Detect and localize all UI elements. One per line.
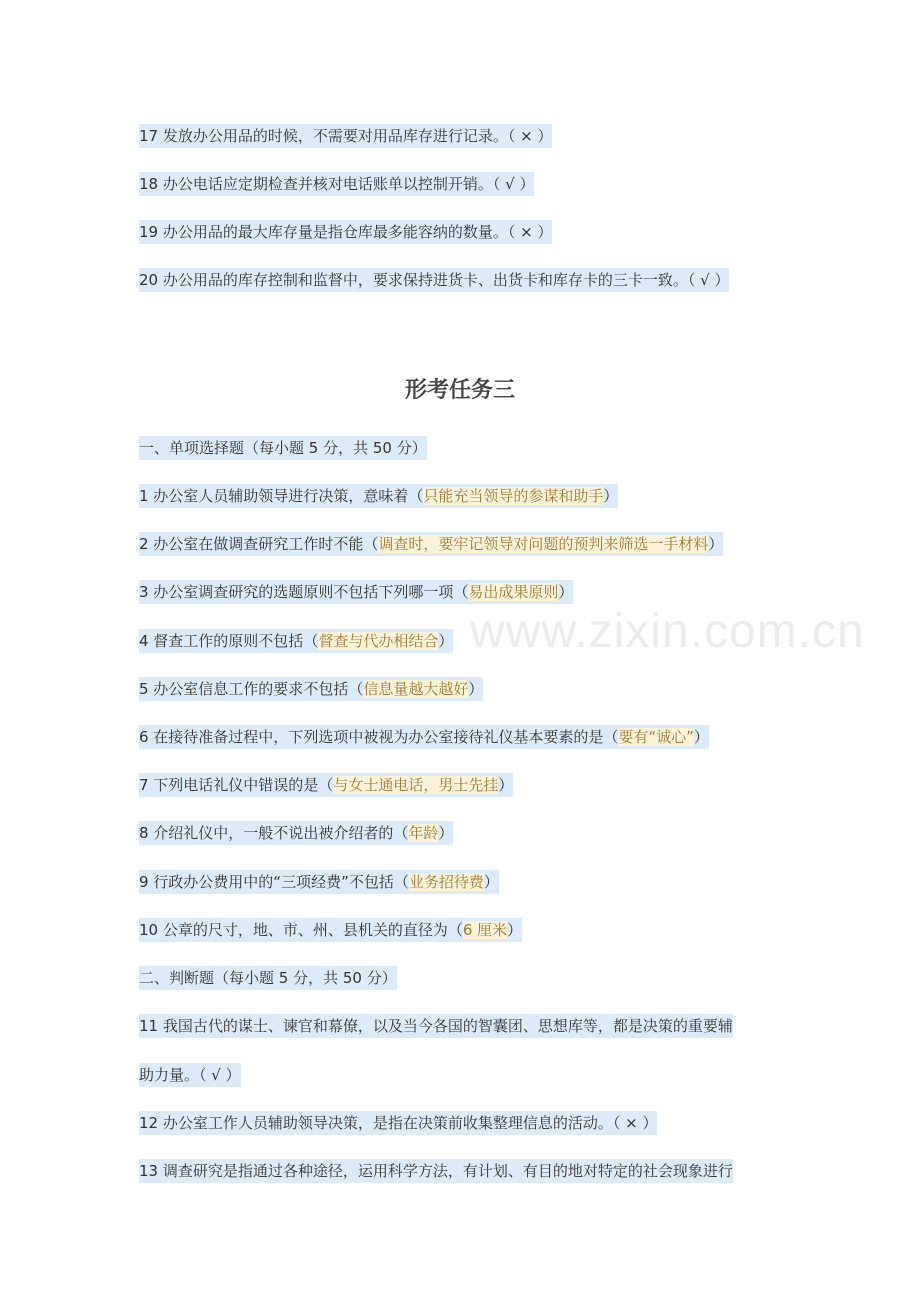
judgment-item-12: 12 办公室工作人员辅助领导决策，是指在决策前收集整理信息的活动。（ × ） — [139, 1111, 657, 1135]
watermark: www.zixin.com.cn — [470, 605, 865, 658]
question-text: 10 公章的尺寸，地、市、州、县机关的直径为（ — [139, 921, 463, 939]
question-text: 8 介绍礼仪中，一般不说出被介绍者的（ — [139, 824, 409, 842]
answer-text: 业务招待费 — [408, 873, 484, 891]
question-item-10 — [139, 918, 522, 942]
question-item-2 — [139, 532, 723, 556]
question-end: ） — [558, 583, 574, 601]
judgment-item-17: 17 发放办公用品的时候，不需要对用品库存进行记录。（ × ） — [139, 124, 552, 148]
answer-text: 信息量越大越好 — [363, 680, 469, 698]
answer-text: 督查与代办相结合 — [318, 632, 439, 650]
question-item-7 — [139, 773, 513, 797]
judgment-item-11: 11 我国古代的谋士、谏官和幕僚，以及当今各国的智囊团、思想库等，都是决策的重要辅 — [139, 1014, 733, 1038]
answer-text: 年龄 — [408, 824, 439, 842]
judgment-item-18: 18 办公电话应定期检查并核对电话账单以控制开销。（ √ ） — [139, 172, 534, 196]
answer-text: 调查时，要牢记领导对问题的预判来筛选一手材料 — [378, 535, 709, 553]
question-text: 1 办公室人员辅助领导进行决策，意味着（ — [139, 487, 424, 505]
question-end: ） — [498, 776, 514, 794]
answer-text: 与女士通电话，男士先挂 — [333, 776, 499, 794]
question-item-1 — [139, 484, 618, 508]
question-text: 7 下列电话礼仪中错误的是（ — [139, 776, 334, 794]
judgment-item-13: 13 调查研究是指通过各种途径，运用科学方法，有计划、有目的地对特定的社会现象进行 — [139, 1159, 733, 1183]
question-end: ） — [468, 680, 484, 698]
question-end: ） — [603, 487, 619, 505]
question-text: 6 在接待准备过程中，下列选项中被视为办公室接待礼仪基本要素的是（ — [139, 728, 619, 746]
question-end: ） — [438, 632, 454, 650]
answer-text: 只能充当领导的参谋和助手 — [423, 487, 604, 505]
question-end: ） — [693, 728, 709, 746]
question-end: ） — [438, 824, 454, 842]
question-item-6 — [139, 725, 709, 749]
answer-text: 易出成果原则 — [468, 583, 559, 601]
answer-text: 要有“诚心” — [618, 728, 694, 746]
question-text: 4 督查工作的原则不包括（ — [139, 632, 319, 650]
question-item-5 — [139, 677, 483, 701]
judgment-item-20: 20 办公用品的库存控制和监督中，要求保持进货卡、出货卡和库存卡的三卡一致。（ √ ） — [139, 268, 729, 292]
part2-title: 二、判断题（每小题 5 分，共 50 分） — [139, 966, 397, 990]
question-item-9 — [139, 870, 499, 894]
part1-title: 一、单项选择题（每小题 5 分，共 50 分） — [139, 436, 427, 460]
question-text: 9 行政办公费用中的“三项经费”不包括（ — [139, 873, 409, 891]
question-end: ） — [708, 535, 724, 553]
question-end: ） — [483, 873, 499, 891]
judgment-item-11-cont: 助力量。（ √ ） — [139, 1063, 241, 1087]
question-text: 2 办公室在做调查研究工作时不能（ — [139, 535, 379, 553]
question-item-4 — [139, 629, 453, 653]
question-end: ） — [507, 921, 523, 939]
question-text: 5 办公室信息工作的要求不包括（ — [139, 680, 364, 698]
question-item-8 — [139, 821, 453, 845]
section-title: 形考任务三 — [404, 378, 515, 403]
question-text: 3 办公室调查研究的选题原则不包括下列哪一项（ — [139, 583, 469, 601]
answer-text: 6 厘米 — [462, 921, 508, 939]
question-item-3 — [139, 580, 573, 604]
judgment-item-19: 19 办公用品的最大库存量是指仓库最多能容纳的数量。（ × ） — [139, 220, 552, 244]
